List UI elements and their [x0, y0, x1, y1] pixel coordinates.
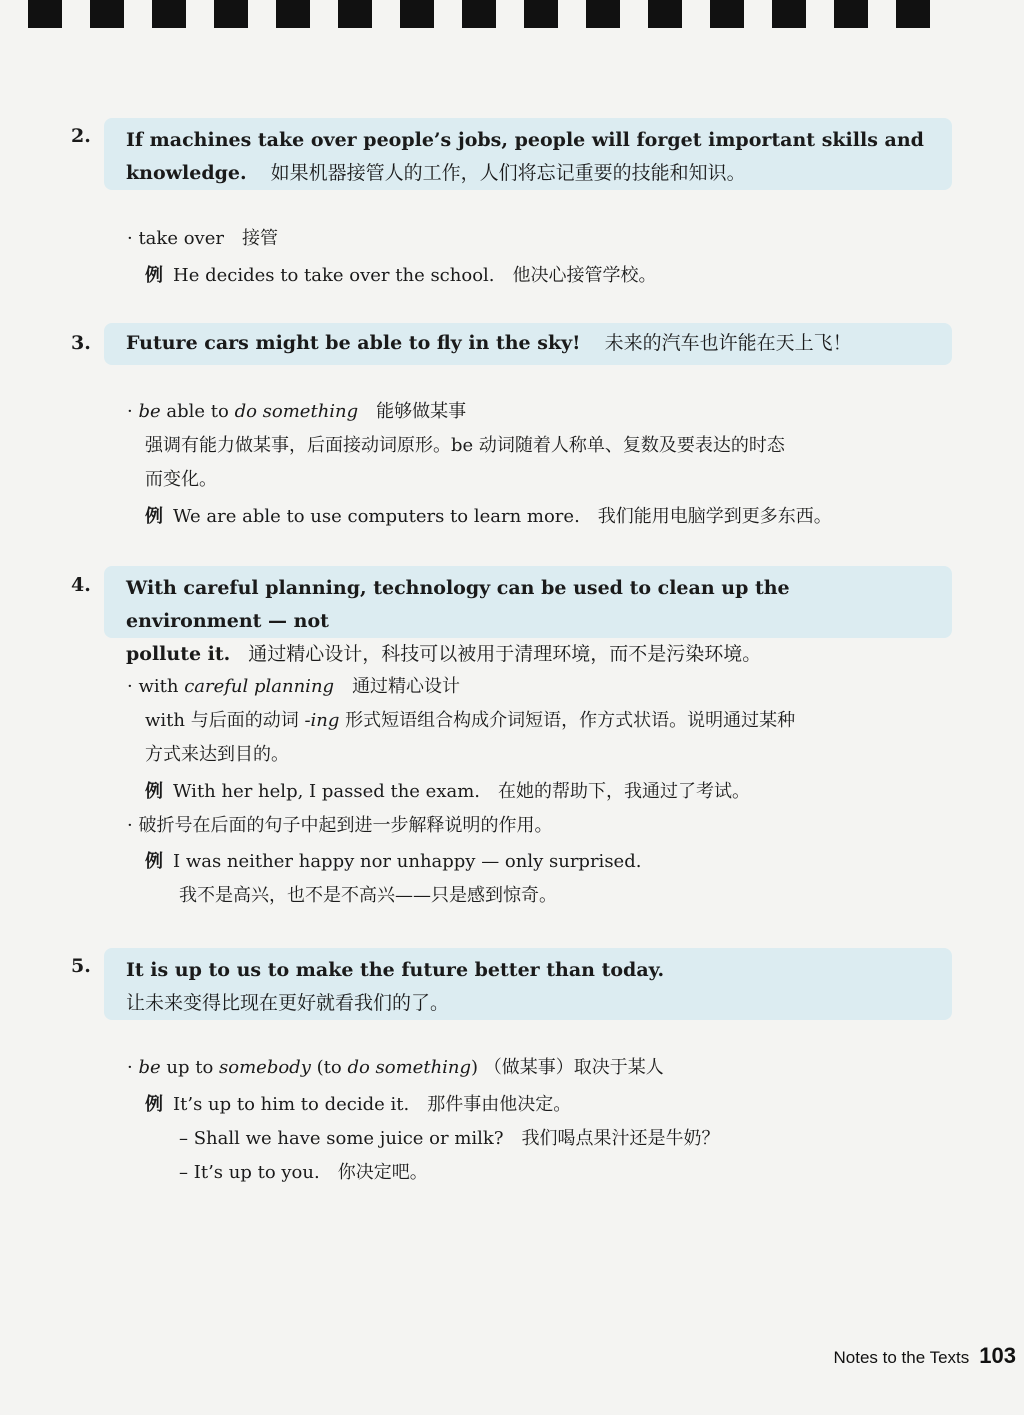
example-zh: 那件事由他决定。: [427, 1094, 572, 1115]
key-sentence-box: [104, 118, 952, 190]
dialog-line: [127, 1156, 957, 1190]
bullet-line: · 破折号在后面的句子中起到进一步解释说明的作用。: [127, 815, 553, 836]
dialog-zh: 你决定吧。: [337, 1162, 428, 1183]
phrase-zh: 能够做某事: [376, 401, 467, 422]
phrase-part: do something: [234, 401, 359, 422]
key-sentence-zh: 如果机器接管人的工作，人们将忘记重要的技能和知识。: [270, 162, 746, 184]
bullet-text: 破折号在后面的句子中起到进一步解释说明的作用。: [138, 815, 553, 836]
phrase-zh: （做某事）取决于某人: [483, 1057, 664, 1078]
decorative-top-stripe: [0, 0, 955, 28]
phrase-part: up to: [166, 1057, 214, 1078]
example-line: [127, 259, 957, 293]
example-mark: 例: [145, 265, 163, 286]
explanation-text: 而变化。: [145, 469, 217, 490]
key-sentence-en: Future cars might be able to fly in the sky!: [126, 332, 581, 354]
dialog-zh: 我们喝点果汁还是牛奶？: [521, 1128, 720, 1149]
key-sentence-en: With careful planning, technology can be used to clean up the environment — not: [126, 577, 790, 632]
key-sentence-zh: 让未来变得比现在更好就看我们的了。: [126, 992, 450, 1014]
item-number: 5.: [71, 955, 91, 977]
item-number: 3.: [71, 332, 91, 354]
example-line: [127, 845, 957, 879]
section-title: Notes to the Texts: [833, 1348, 970, 1367]
key-sentence-zh: 通过精心设计，科技可以被用于清理环境，而不是污染环境。: [248, 643, 762, 665]
example-en: We are able to use computers to learn more.: [173, 506, 580, 527]
phrase-part: careful planning: [184, 676, 335, 697]
phrase-part: be: [138, 1057, 161, 1078]
example-mark: 例: [145, 506, 163, 527]
phrase-part: do something: [347, 1057, 472, 1078]
phrase-line: · take over 接管: [127, 228, 278, 249]
example-mark: 例: [145, 781, 163, 802]
phrase-part: somebody: [219, 1057, 311, 1078]
example-line: [127, 500, 957, 534]
note-block: [127, 670, 957, 913]
explanation-part: with 与后面的动词: [145, 710, 299, 731]
example-en: He decides to take over the school.: [173, 265, 495, 286]
phrase-line: · with careful planning 通过精心设计: [127, 676, 461, 697]
example-en: With her help, I passed the exam.: [173, 781, 481, 802]
key-sentence-box: [104, 948, 952, 1020]
phrase-zh: 通过精心设计: [352, 676, 461, 697]
example-zh: 我不是高兴，也不是不高兴——只是感到惊奇。: [179, 885, 557, 906]
phrase-line: · be able to do something 能够做某事: [127, 401, 467, 422]
page-number: 103: [979, 1343, 1016, 1368]
example-en: It’s up to him to decide it.: [173, 1094, 410, 1115]
phrase-part: (to: [316, 1057, 342, 1078]
explanation-part: 形式短语组合构成介词短语，作方式状语。说明通过某种: [345, 710, 796, 731]
item-number: 4.: [71, 574, 91, 596]
example-line: [127, 1088, 957, 1122]
phrase-part: ): [471, 1057, 479, 1078]
item-number: 2.: [71, 125, 91, 147]
dialog-line: [127, 1122, 957, 1156]
key-sentence-en: If machines take over people’s jobs, people will forget important skills and knowledge.: [126, 129, 924, 184]
key-sentence-zh: 未来的汽车也许能在天上飞！: [604, 332, 852, 354]
example-line: [127, 775, 957, 809]
example-zh: 我们能用电脑学到更多东西。: [597, 506, 832, 527]
explanation-text: [127, 704, 957, 738]
example-mark: 例: [145, 1094, 163, 1115]
example-mark: 例: [145, 851, 163, 872]
phrase-part: be: [138, 401, 161, 422]
phrase-part: with: [138, 676, 179, 697]
explanation-part: -ing: [304, 710, 340, 731]
key-sentence-en: It is up to us to make the future better than today.: [126, 959, 665, 981]
explanation-text: 强调有能力做某事，后面接动词原形。be 动词随着人称单、复数及要表达的时态: [145, 435, 785, 456]
note-block: [127, 1051, 957, 1190]
dialog-en: – It’s up to you.: [179, 1162, 320, 1183]
example-zh: 在她的帮助下，我通过了考试。: [498, 781, 751, 802]
phrase-zh: 接管: [241, 228, 278, 249]
explanation-text: 方式来达到目的。: [145, 744, 289, 765]
key-sentence-box: [104, 323, 952, 365]
key-sentence-en: pollute it.: [126, 643, 231, 665]
example-en: I was neither happy nor unhappy — only surprised.: [173, 851, 642, 872]
page-footer: [834, 1343, 1016, 1369]
phrase-part: able to: [166, 401, 229, 422]
note-block: [127, 395, 957, 534]
phrase-en: take over: [138, 228, 224, 249]
dialog-en: – Shall we have some juice or milk?: [179, 1128, 504, 1149]
key-sentence-box: [104, 566, 952, 665]
example-zh: 他决心接管学校。: [512, 265, 657, 286]
note-block: [127, 222, 957, 293]
phrase-line: · be up to somebody (to do something) （做某事）取决于某人: [127, 1057, 664, 1078]
